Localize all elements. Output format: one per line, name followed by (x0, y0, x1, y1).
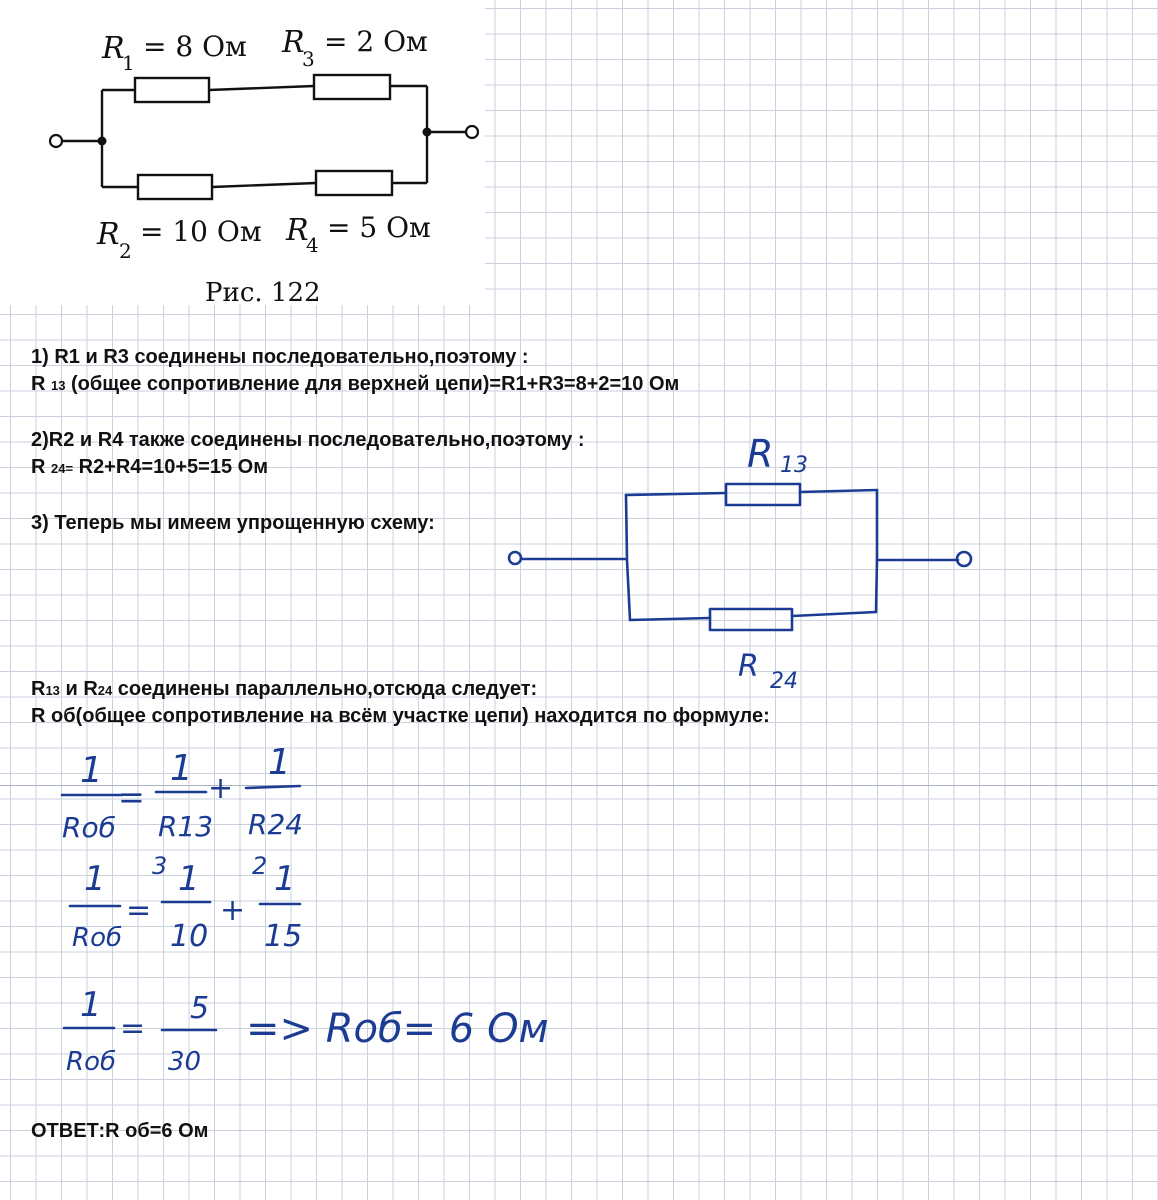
resistor-r1 (135, 78, 209, 102)
hw-bottom-wire-left (630, 618, 710, 620)
hw-bottom-wire-right (792, 612, 876, 616)
parallel-p1: R (31, 678, 46, 700)
eq1-plus: + (208, 771, 234, 806)
step1-line2-rest: (общее сопротивление для верхней цепи)=R1+R3=8+2=10 Ом (65, 373, 680, 395)
eq1-bar-right (246, 786, 300, 788)
r1-label: R (102, 31, 125, 66)
hw-top-wire-right (800, 490, 877, 492)
parallel-sub1: 13 (45, 683, 60, 698)
r3-label: R (282, 25, 305, 60)
eq2-factor-mid: 3 (152, 852, 168, 880)
textbook-circuit-diagram (0, 0, 485, 308)
step1-line2 (31, 371, 679, 399)
step1-line2-prefix: R (31, 373, 51, 395)
eq2-equals: = (126, 893, 152, 928)
eq3-den-mid: 30 (168, 1047, 202, 1077)
eq3-num-left: 1 (80, 985, 102, 1025)
eq1-den-mid: R13 (158, 810, 214, 843)
parallel-p2: и R (59, 678, 98, 700)
parallel-sub2: 24 (97, 683, 113, 698)
formula-intro: R об(общее сопротивление на всём участке цепи) находится по формуле: (31, 705, 770, 727)
parallel-statement (31, 676, 537, 704)
hw-r24-label: R (738, 649, 759, 684)
handwritten-equations (50, 740, 670, 1080)
eq2-den-right: 15 (264, 919, 303, 954)
step1-line2-sub: 13 (51, 378, 66, 393)
hw-resistor-r24 (710, 609, 792, 630)
hw-r24-subscript: 24 (770, 669, 798, 694)
step2-line2-rest: R2+R4=10+5=15 Ом (73, 456, 268, 478)
hw-resistor-r13 (726, 484, 800, 505)
resistor-r3 (314, 75, 390, 99)
eq2-num-right: 1 (274, 859, 296, 899)
r3-subscript: 3 (302, 47, 315, 71)
hw-right-terminal (957, 552, 971, 566)
eq2-plus: + (220, 893, 246, 928)
eq3-num-mid: 5 (190, 991, 210, 1026)
step2-line2-prefix: R (31, 456, 51, 478)
eq1-den-right: R24 (248, 808, 304, 841)
eq2-num-left: 1 (84, 859, 106, 899)
resistor-r2 (138, 175, 212, 199)
r4-value: = 5 Ом (327, 211, 431, 244)
eq1-num-mid: 1 (170, 748, 193, 789)
eq3-result: => Rоб= 6 Ом (246, 1006, 549, 1052)
handwritten-simplified-circuit (500, 420, 1000, 694)
parallel-p3: соединены параллельно,отсюда следует: (112, 678, 538, 700)
top-wire-2 (209, 86, 314, 90)
eq1-num-right: 1 (268, 742, 291, 783)
r2-value: = 10 Ом (140, 215, 262, 248)
resistor-r4 (316, 171, 392, 195)
left-terminal (50, 135, 62, 147)
eq2-den-mid: 10 (170, 919, 209, 954)
hw-right-vertical (876, 490, 877, 612)
r1-subscript: 1 (122, 51, 135, 75)
eq2-den-left: Rоб (72, 923, 123, 953)
eq3-equals: = (120, 1011, 146, 1046)
r2-label: R (97, 217, 120, 252)
r3-value: = 2 Ом (324, 25, 428, 58)
eq2-factor-right: 2 (252, 852, 268, 880)
eq3-den-left: Rоб (66, 1047, 117, 1077)
eq1-num-left: 1 (80, 750, 103, 791)
right-terminal (466, 126, 478, 138)
hw-top-wire-left (626, 493, 726, 495)
hw-left-vertical (626, 495, 630, 620)
r2-subscript: 2 (119, 239, 132, 263)
eq1-den-left: Rоб (62, 811, 116, 844)
r1-value: = 8 Ом (143, 30, 247, 63)
figure-caption: Рис. 122 (205, 278, 321, 308)
step2-line1: 2)R2 и R4 также соединены последовательно,поэтому : (31, 429, 585, 451)
r4-subscript: 4 (306, 233, 319, 257)
bottom-wire-2 (212, 183, 316, 187)
hw-r13-label: R (747, 432, 774, 476)
hw-r13-subscript: 13 (780, 453, 808, 478)
hw-left-terminal (509, 552, 521, 564)
answer-line: ОТВЕТ:R об=6 Ом (31, 1120, 209, 1142)
eq1-equals: = (118, 778, 145, 816)
r4-label: R (286, 213, 309, 248)
step2-line2 (31, 454, 268, 482)
step3-line1: 3) Теперь мы имеем упрощенную схему: (31, 512, 435, 534)
step1-line1: 1) R1 и R3 соединены последовательно,поэтому : (31, 346, 529, 368)
step2-line2-sub: 24= (51, 461, 74, 476)
eq2-num-mid: 1 (178, 859, 200, 899)
